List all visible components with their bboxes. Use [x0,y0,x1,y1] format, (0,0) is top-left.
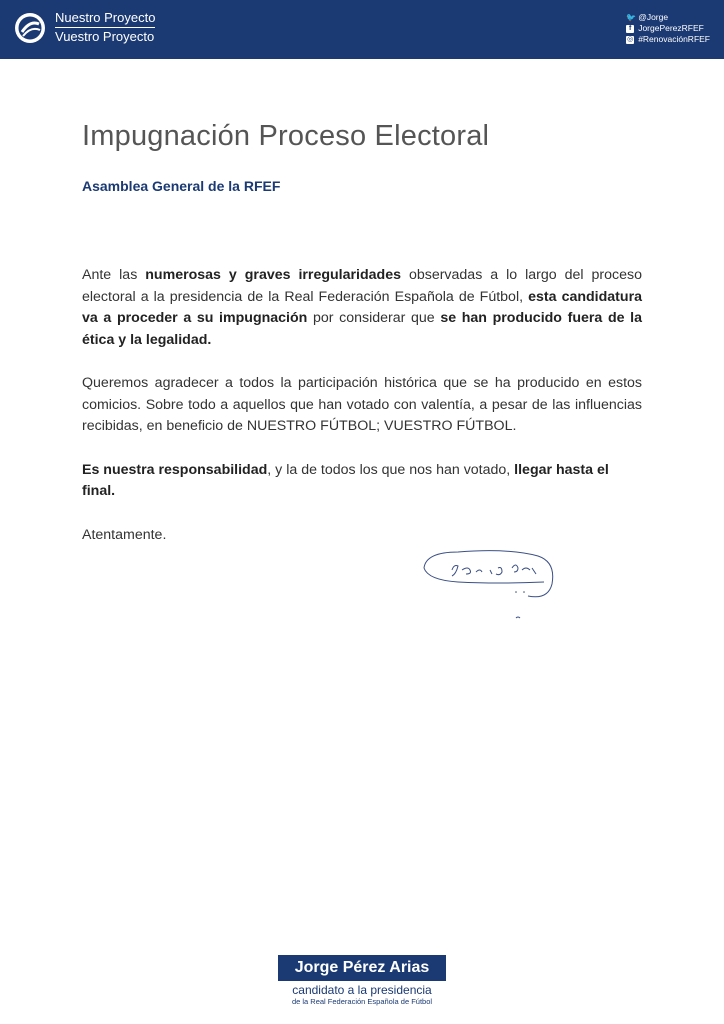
candidate-name: Jorge Pérez Arias [278,955,446,981]
p3-bold-a: Es nuestra responsabilidad [82,461,268,478]
social-facebook[interactable] [626,23,710,34]
p1-text-e: por considerar que [307,310,441,326]
twitter-icon: 🐦 [626,12,637,22]
football-logo-icon [14,12,46,44]
brand-line-2: Vuestro Proyecto [55,29,155,44]
instagram-icon: ◎ [627,35,634,43]
facebook-icon: f [626,25,634,33]
footer-candidate-badge [278,955,446,1007]
candidate-line: candidato a la presidencia [292,983,432,997]
social-twitter[interactable] [626,12,710,23]
p1-bold-b: numerosas y graves irregularidades [145,267,401,283]
paragraph-1 [82,265,642,351]
brand-text [55,10,155,45]
p1-bold-f: se han producido fuera de la ética y la legalidad. [82,310,642,348]
page-title: Impugnación Proceso Electoral [82,120,490,152]
p3-bold-c: llegar hasta el final. [82,461,609,499]
header-bar [0,0,724,59]
paragraph-3 [82,460,642,503]
social-links [626,12,710,45]
p1-text-c: observadas a lo largo del proceso electoral a la presidencia de la Real Federación Española de Fútbol, [82,267,642,305]
social-twitter-label: @Jorge [638,12,669,22]
p1-text-a: Ante las [82,267,146,283]
brand-line-1: Nuestro Proyecto [55,10,155,28]
p1-bold-d: esta candidatura va a proceder a su impugnación [82,288,642,326]
social-instagram-label: #RenovaciónRFEF [638,34,710,44]
closing: Atentamente. [82,526,167,543]
social-facebook-label: JorgePerezRFEF [638,23,704,33]
social-instagram[interactable] [626,34,710,45]
p3-text-b: , y la de todos los que nos han votado, [267,461,515,478]
federation-line: de la Real Federación Española de Fútbol [291,997,433,1006]
letter-body [82,265,642,568]
page-subtitle: Asamblea General de la RFEF [82,178,281,194]
signature-image [418,544,558,624]
paragraph-2: Queremos agradecer a todos la participación histórica que se ha producido en estos comicios. Sobre todo a aquellos que han votado con valentía, a pesar de las influencias recibidas, en beneficio de NUESTRO FÚTBOL; VUESTRO FÚTBOL. [82,375,642,434]
